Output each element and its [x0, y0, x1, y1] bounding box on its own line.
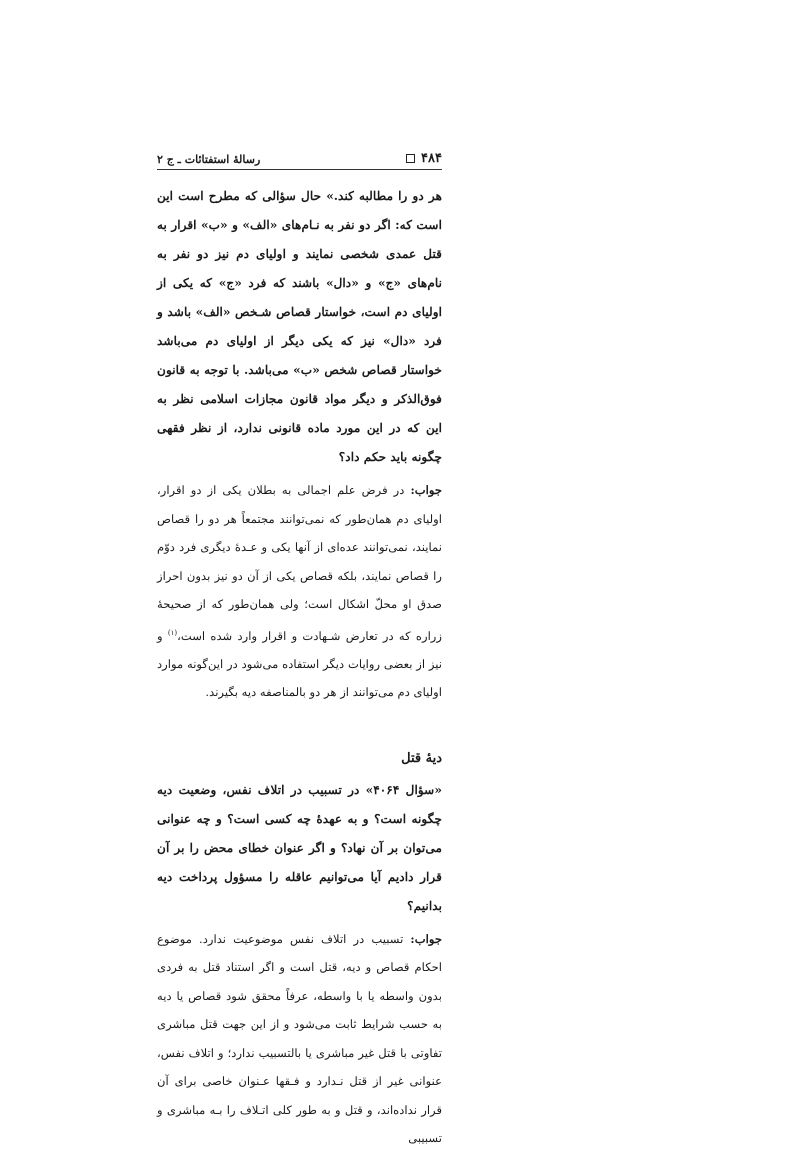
- answer-text-part-2: و نیز از بعضی روایات دیگر استفاده می‌شود در این‌گونه موارد اولیای دم می‌توانند از هر دو بالمناصفه دیه بگیرند.: [157, 628, 442, 700]
- page-number: ۴۸۴: [421, 151, 442, 166]
- answer-paragraph-2: [157, 925, 442, 1153]
- answer-text-2: تسبیب در اتلاف نفس موضوعیت ندارد. موضوع احکام قصاص و دیه، قتل است و اگر استناد قتل به فردی بدون واسطه یا با واسطه، عرفاً محقق شود قصاص یا دیه به حسب شرایط ثابت می‌شود و از این جهت قتل مباشری تفاوتی با قتل غیر مباشری یا بالتسبیب ندارد؛ و اتلاف نفس، عنوانی غیر از قتل نـدارد و فـقها عـنوان خاصی برای آن قرار نداده‌اند، و قتل و به طور کلی اتـلاف را بـه مباشری و تسبیبی: [157, 931, 442, 1146]
- question-2: «سؤال ۴۰۶۴» در تسبیب در اتلاف نفس، وضعیت دیه چگونه است؟ و به عهدهٔ چه کسی است؟ و چه عنوانی می‌توان بر آن نهاد؟ و اگر عنوان خطای محض را بر آن قرار دادیم آیا می‌توانیم عاقله را مسؤول پرداخت دیه بدانیم؟: [157, 782, 442, 913]
- section-heading: دیهٔ قتل: [401, 750, 442, 766]
- answer-label-2: جواب:: [410, 931, 442, 946]
- page-number-group: [406, 151, 442, 166]
- answer-text-part-1: در فرض علم اجمالی به بطلان یکی از دو اقرار، اولیای دم همان‌طور که نمی‌توانند مجتمعاً هر دو را قصاص نمایند، نمی‌توانند عده‌ای از آنها یکی و عـدهٔ دیگری فرد دوّم را قصاص نمایند، بلکه قصاص یکی از آن دو نیز بدون احراز صدق او محلّ اشکال است؛ ولی همان‌طور که از صحیحهٔ زراره که در تعارض شـهادت و اقرار وارد شده است،: [157, 483, 442, 643]
- document-page: [157, 140, 442, 1153]
- footnote-reference: (۱): [167, 628, 178, 637]
- book-title: رسالهٔ استفتائات ـ ج ۲: [157, 153, 261, 166]
- answer-paragraph-1: [157, 476, 442, 707]
- running-header: [157, 140, 442, 170]
- answer-label: جواب:: [410, 483, 443, 497]
- square-bullet-icon: [406, 154, 415, 163]
- question-continuation: هر دو را مطالبه کند.» حال سؤالی که مطرح است این است که: اگر دو نفر به نـام‌های «الف» و «ب» اقرار به قتل عمدی شخصی نمایند و اولیای دم نیز دو نفر به نام‌های «ج» و «دال» باشند که فرد «ج» که یکی از اولیای دم است، خواستار قصاص شـخص «الف» باشد و فرد «دال» نیز که یکی دیگر از اولیای دم می‌باشد خواستار قصاص شخص «ب» می‌باشد. با توجه به قانون فوق‌الذکر و دیگر مواد قانون مجازات اسلامی نظر به این که در این مورد ماده قانونی ندارد، از نظر فقهی چگونه باید حکم داد؟: [157, 189, 442, 464]
